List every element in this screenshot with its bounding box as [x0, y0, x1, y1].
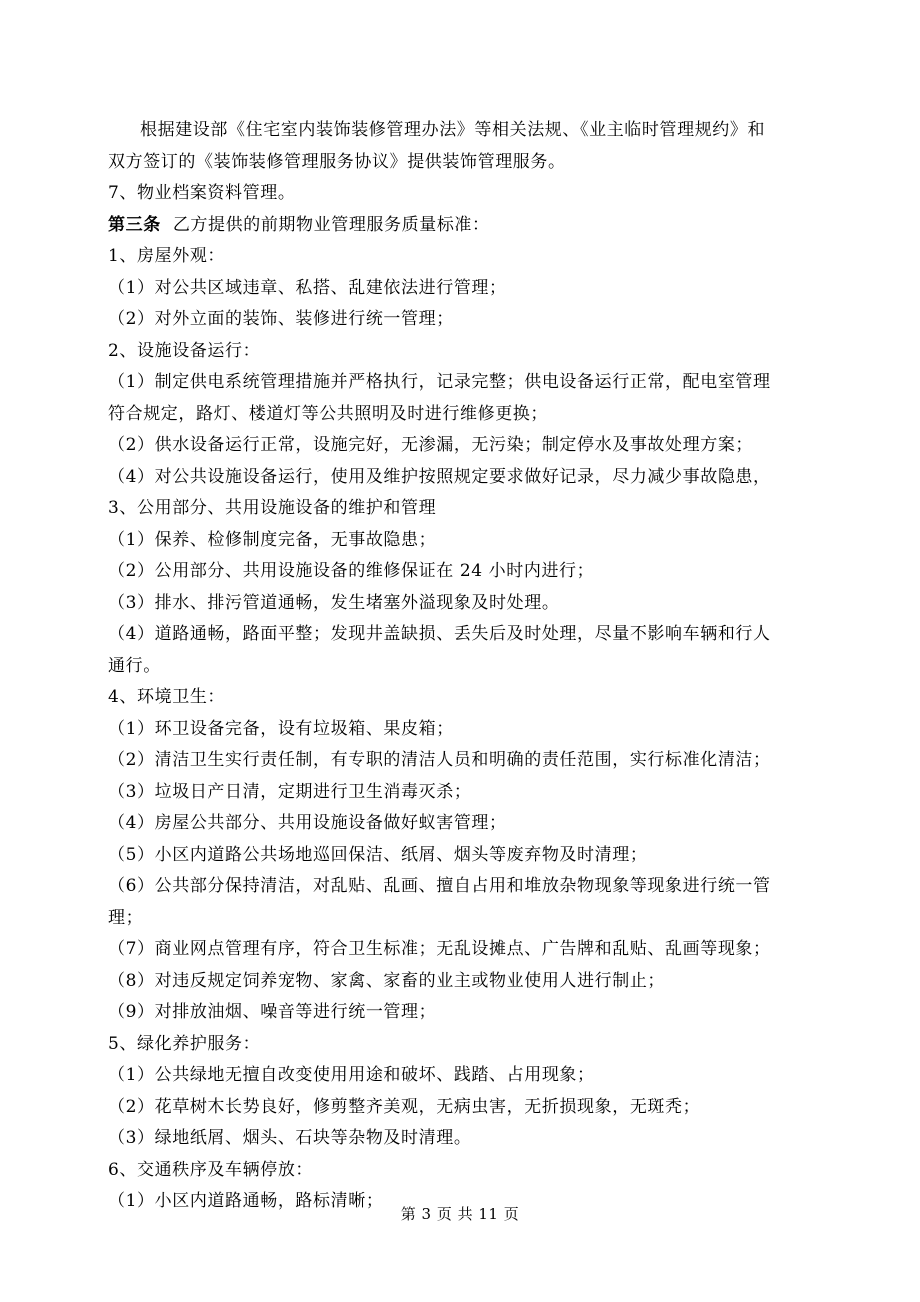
- list-item: （9）对排放油烟、噪音等进行统一管理；: [108, 1002, 437, 1022]
- list-item: （3）排水、排污管道通畅，发生堵塞外溢现象及时处理。: [108, 592, 560, 613]
- document-body: [108, 115, 808, 1218]
- list-item: （1）环卫设备完备，设有垃圾箱、果皮箱；: [108, 718, 454, 739]
- list-item: （2）清洁卫生实行责任制，有专职的清洁人员和明确的责任范围，实行标准化清洁；: [108, 750, 771, 770]
- list-item: （1）保养、检修制度完备，无事故隐患；: [108, 529, 437, 550]
- list-item: （4）房屋公共部分、共用设施设备做好蚁害管理；: [108, 813, 507, 833]
- list-item: （3）垃圾日产日清，定期进行卫生消毒灭杀；: [108, 781, 472, 802]
- list-item: （2）对外立面的装饰、装修进行统一管理；: [108, 309, 454, 329]
- article-title: 乙方提供的前期物业管理服务质量标准：: [172, 214, 490, 235]
- section-heading: 7、物业档案资料管理。: [108, 183, 296, 203]
- list-item: （2）公用部分、共用设施设备的维修保证在 24 小时内进行；: [108, 561, 595, 581]
- section-heading: 2、设施设备运行：: [108, 340, 261, 361]
- article-label: 第三条: [108, 214, 161, 235]
- list-item-continuation: 理；: [108, 907, 144, 928]
- section-heading: 4、环境卫生：: [108, 687, 226, 707]
- list-item-continuation: 符合规定，路灯、楼道灯等公共照明及时进行维修更换；: [108, 403, 548, 424]
- list-item: （1）对公共区域违章、私搭、乱建依法进行管理；: [108, 277, 507, 298]
- paragraph-line: 双方签订的《装饰装修管理服务协议》提供装饰管理服务。: [108, 151, 566, 172]
- section-heading: 3、公用部分、共用设施设备的维护和管理: [108, 498, 437, 518]
- list-item: （4）道路通畅，路面平整；发现井盖缺损、丢失后及时处理，尽量不影响车辆和行人: [108, 624, 771, 644]
- page-number-footer: 第 3 页 共 11 页: [400, 1205, 520, 1223]
- article-heading: [108, 210, 808, 242]
- list-item: （1）小区内道路通畅，路标清晰；: [108, 1191, 384, 1211]
- list-item: （6）公共部分保持清洁，对乱贴、乱画、擅自占用和堆放杂物现象等现象进行统一管: [108, 876, 771, 896]
- list-item: （2）供水设备运行正常，设施完好，无渗漏，无污染；制定停水及事故处理方案；: [108, 435, 754, 455]
- list-item: （1）制定供电系统管理措施并严格执行，记录完整；供电设备运行正常，配电室管理: [108, 372, 771, 392]
- list-item: （5）小区内道路公共场地巡回保洁、纸屑、烟头等废弃物及时清理；: [108, 844, 648, 865]
- list-item: （3）绿地纸屑、烟头、石块等杂物及时清理。: [108, 1128, 472, 1148]
- list-item: （7）商业网点管理有序，符合卫生标准；无乱设摊点、广告牌和乱贴、乱画等现象；: [108, 939, 771, 959]
- list-item: （2）花草树木长势良好，修剪整齐美观，无病虫害，无折损现象，无斑秃；: [108, 1096, 701, 1117]
- list-item-continuation: 通行。: [108, 655, 161, 676]
- list-item: （8）对违反规定饲养宠物、家禽、家畜的业主或物业使用人进行制止；: [108, 970, 666, 991]
- section-heading: 5、绿化养护服务：: [108, 1033, 261, 1054]
- list-item: （1）公共绿地无擅自改变使用用途和破坏、践踏、占用现象；: [108, 1065, 595, 1085]
- paragraph-line: 根据建设部《住宅室内装饰装修管理办法》等相关法规、《业主临时管理规约》和: [140, 120, 766, 140]
- list-item: （4）对公共设施设备运行，使用及维护按照规定要求做好记录，尽力减少事故隐患，: [108, 466, 771, 487]
- section-heading: 1、房屋外观：: [108, 246, 226, 266]
- section-heading: 6、交通秩序及车辆停放：: [108, 1159, 314, 1180]
